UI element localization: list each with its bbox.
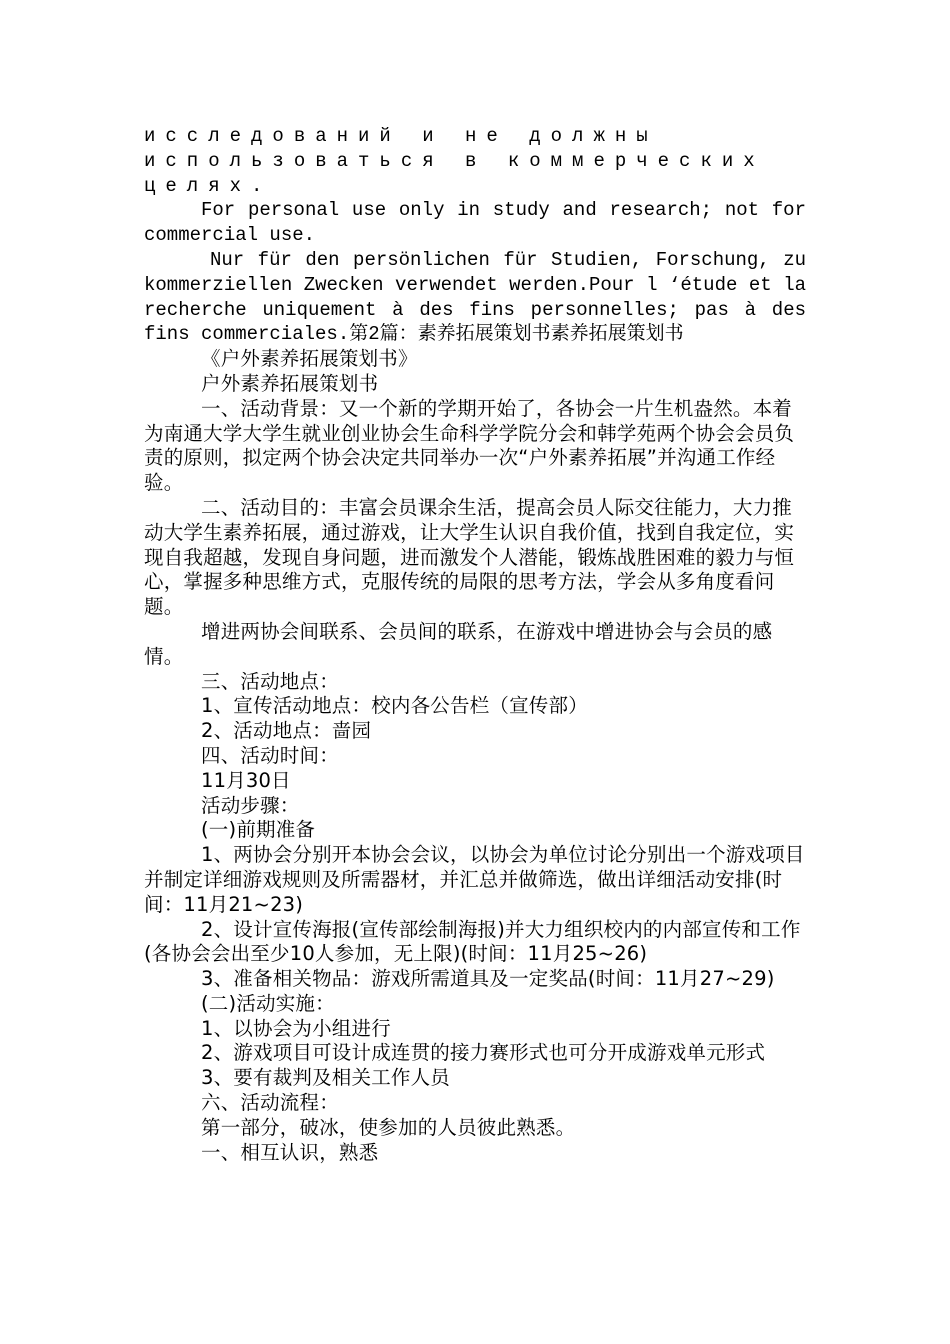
prep-item-1: 1、两协会分别开本协会会议，以协会为单位讨论分别出一个游戏项目并制定详细游戏规则及所需器材，并汇总并做筛选，做出详细活动安排(时间：11月21~23) [144,843,805,916]
flow-title: 六、活动流程： [201,1091,339,1115]
prep-item-3: 3、准备相关物品：游戏所需道具及一定奖品(时间：11月27~29) [201,967,775,991]
russian-line-2: использоваться в коммерческих [144,149,765,172]
impl-title: (二)活动实施： [201,991,335,1015]
prep-item-2: 2、设计宣传海报(宣传部绘制海报)并大力组织校内的内部宣传和工作(各协会会出至少10人参加，无上限)(时间：11月25~26) [144,917,801,966]
document-body [144,124,806,1165]
german-french-disclaimer: Nur für den persönlichen für Studien, Forschung, zu kommerziellen Zwecken verwendet werden.Pour l ‘étude et la recherche uniquement à des fins personnelles; pas à des fins commerciales.第2篇：素养拓展策划书素养拓展策划书 [144,248,806,346]
steps-title: 活动步骤： [201,793,300,817]
section-time-title: 四、活动时间： [201,743,339,767]
impl-item-3: 3、要有裁判及相关工作人员 [201,1066,451,1090]
flow-item-1: 一、相互认识，熟悉 [201,1140,379,1164]
section-background: 一、活动背景：又一个新的学期开始了，各协会一片生机盎然。本着为南通大学大学生就业创业协会生命科学学院分会和韩学苑两个协会会员负责的原则，拟定两个协会决定共同举办一次“户外素养拓展”并沟通工作经验。 [144,396,795,495]
location-item-1: 1、宣传活动地点：校内各公告栏（宣传部） [201,694,588,718]
impl-item-2: 2、游戏项目可设计成连贯的接力赛形式也可分开成游戏单元形式 [201,1041,766,1065]
time-value: 11月30日 [201,768,291,792]
section-purpose-extra: 增进两协会间联系、会员间的联系，在游戏中增进协会与会员的感情。 [144,619,773,668]
impl-item-1: 1、以协会为小组进行 [201,1016,391,1040]
english-disclaimer: For personal use only in study and research; not for commercial use. [144,199,806,247]
prep-title: (一)前期准备 [201,818,316,842]
location-item-2: 2、活动地点：啬园 [201,719,372,743]
russian-line-1: исследований и не должны [144,125,658,147]
flow-part-1: 第一部分，破冰，使参加的人员彼此熟悉。 [201,1115,576,1139]
doc-title-booktitle: 《户外素养拓展策划书》 [201,347,418,371]
section-purpose: 二、活动目的：丰富会员课余生活，提高会员人际交往能力，大力推动大学生素养拓展，通过游戏，让大学生认识自我价值，找到自我定位，实现自我超越，发现自身问题，进而激发个人潜能，锻炼战胜困难的毅力与恒心，掌握多种思维方式，克服传统的局限的思考方法，学会从多角度看问题。 [144,495,795,619]
section-location-title: 三、活动地点： [201,669,339,693]
russian-line-3: целях. [144,174,273,197]
doc-title: 户外素养拓展策划书 [201,371,379,395]
